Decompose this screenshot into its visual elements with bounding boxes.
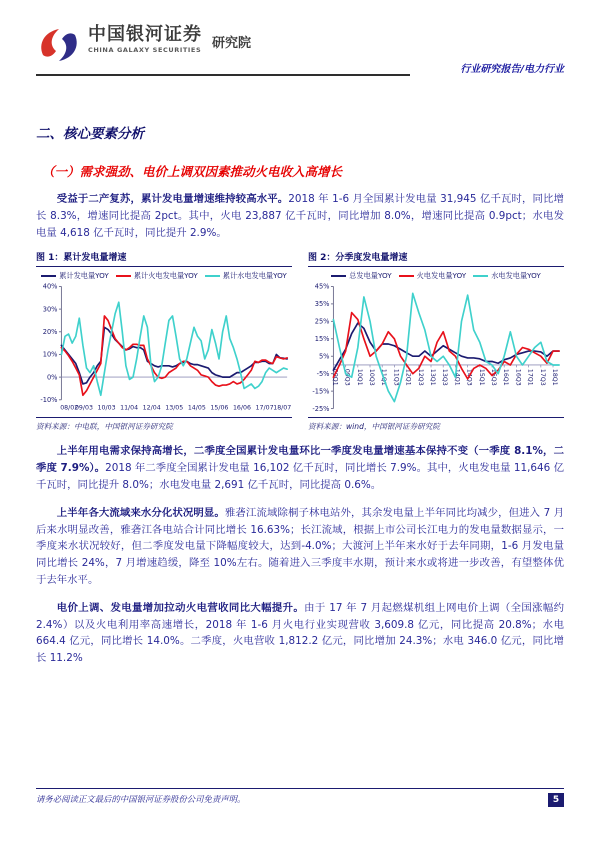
svg-text:5%: 5% xyxy=(318,352,330,361)
paragraph-2 xyxy=(36,443,564,493)
svg-text:12/04: 12/04 xyxy=(142,404,161,412)
svg-text:17Q3: 17Q3 xyxy=(538,369,546,387)
page-footer xyxy=(36,788,564,807)
paragraph-3-rest: 雅砻江流域除桐子林电站外，其余发电量上半年同比均减少，但进入 7 月后来水明显改善，雅砻江各电站合计同比增长 16.63%；长江流域，根据上市公司长江电力的发电量数据显示，一季度来水状况较好，但二季度发电量下降幅度较大，达到-4.0%；大渡河上半年来水好于去年同期，1-6 月发电量同比增长 24%，7 月增速趋缓，降至 10%左右。随着进入三季度丰水期，预计来水或将进一步改善，有望整体优于去年水平。 xyxy=(36,506,564,586)
svg-text:14Q3: 14Q3 xyxy=(465,369,473,387)
svg-text:14Q1: 14Q1 xyxy=(453,369,461,387)
report-type-label: 行业研究报告/电力行业 xyxy=(460,64,564,75)
paragraph-2-rest: 2018 年二季度全国累计发电量 16,102 亿千瓦时，同比增长 7.9%。其中，火电发电量 11,646 亿千瓦时，同比提升 8.0%；水电发电量 2,691 亿千瓦时，同比提高 0.6%。 xyxy=(36,462,564,491)
brand-text xyxy=(88,24,202,54)
svg-text:10/03: 10/03 xyxy=(97,404,116,412)
legend-label: 水电发电量YOY xyxy=(491,271,541,281)
svg-text:09Q3: 09Q3 xyxy=(343,369,351,387)
svg-text:-25%: -25% xyxy=(312,405,330,414)
svg-text:18/07: 18/07 xyxy=(273,404,292,412)
svg-text:16Q3: 16Q3 xyxy=(514,369,522,387)
legend-label: 总发电量YOY xyxy=(349,271,392,281)
brand-name-en: CHINA GALAXY SECURITIES xyxy=(88,46,202,54)
svg-text:0%: 0% xyxy=(46,373,58,382)
legend-item xyxy=(116,271,198,281)
svg-text:30%: 30% xyxy=(42,305,58,314)
figure-1-chart xyxy=(36,281,292,415)
svg-text:25%: 25% xyxy=(314,317,330,326)
figure-1-legend xyxy=(36,271,292,281)
svg-text:18Q1: 18Q1 xyxy=(551,369,559,387)
figure-2-chart xyxy=(308,281,564,415)
figure-2-title: 图 2：分季度发电量增速 xyxy=(308,250,564,267)
figure-2-source: 资料来源：wind，中国银河证券研究院 xyxy=(308,417,564,432)
svg-text:17Q1: 17Q1 xyxy=(526,369,534,387)
svg-text:20%: 20% xyxy=(42,328,58,337)
svg-text:15/06: 15/06 xyxy=(210,404,229,412)
svg-text:08/02: 08/02 xyxy=(60,404,79,412)
svg-text:15%: 15% xyxy=(314,335,330,344)
svg-text:35%: 35% xyxy=(314,300,330,309)
paragraph-1 xyxy=(36,191,564,241)
figure-1-source: 资料来源：中电联，中国银河证券研究院 xyxy=(36,417,292,432)
svg-text:13Q3: 13Q3 xyxy=(441,369,449,387)
legend-item xyxy=(399,271,467,281)
legend-item xyxy=(205,271,287,281)
legend-line-swatch-icon xyxy=(473,275,488,277)
legend-label: 累计水电发电量YOY xyxy=(222,271,287,281)
figure-2 xyxy=(308,250,564,432)
svg-text:11Q1: 11Q1 xyxy=(380,369,388,387)
paragraph-1-lead: 受益于二产复苏，累计发电量增速维持较高水平。 xyxy=(56,193,289,205)
svg-text:11/04: 11/04 xyxy=(120,404,139,412)
legend-label: 累计火电发电量YOY xyxy=(133,271,198,281)
legend-item xyxy=(41,271,109,281)
paragraph-3-lead: 上半年各大流域来水分化状况明显。 xyxy=(56,506,225,519)
page-header xyxy=(36,0,564,84)
brand-name-cn: 中国银河证券 xyxy=(88,24,202,45)
legend-label: 火电发电量YOY xyxy=(416,271,467,281)
legend-item xyxy=(473,271,541,281)
svg-text:-10%: -10% xyxy=(40,396,58,405)
paragraph-1-rest: 2018 年 1-6 月全国累计发电量 31,945 亿千瓦时，同比增长 8.3%，增速同比提高 2pct。其中，火电 23,887 亿千瓦时，同比增加 8.0%，增速同比提高 0.9pct；水电发电量 4,618 亿千瓦时，同比提升 2.9%。 xyxy=(36,193,564,239)
figure-2-legend xyxy=(308,271,564,281)
paragraph-4 xyxy=(36,600,564,667)
svg-text:-5%: -5% xyxy=(316,370,330,379)
svg-text:45%: 45% xyxy=(314,283,330,292)
svg-text:11Q3: 11Q3 xyxy=(392,369,400,387)
paragraph-4-rest: 由于 17 年 7 月起燃煤机组上网电价上调（全国涨幅约 2.4%）以及火电利用率高速增长，2018 年 1-6 月火电行业实现营收 3,609.8 亿元，同比提高 20.8%；水电 664.4 亿元，同比增长 14.0%。二季度，火电营收 1,812.2 亿元，同比增加 24.3%；水电 346.0 亿元，同比增长 11.2% xyxy=(36,601,565,665)
legend-line-swatch-icon xyxy=(331,275,346,277)
paragraph-3 xyxy=(36,505,564,589)
svg-text:13/05: 13/05 xyxy=(165,404,184,412)
svg-text:14/05: 14/05 xyxy=(187,404,206,412)
subsection-title: （一）需求强劲、电价上调双因素推动火电收入高增长 xyxy=(42,164,343,179)
legend-line-swatch-icon xyxy=(205,275,220,277)
institute-label: 研究院 xyxy=(212,36,252,51)
svg-text:16/06: 16/06 xyxy=(232,404,251,412)
figure-1 xyxy=(36,250,292,432)
svg-text:17/07: 17/07 xyxy=(255,404,274,412)
galaxy-logo-icon xyxy=(36,24,82,66)
disclaimer-text: 请务必阅读正文最后的中国银河证券股份公司免责声明。 xyxy=(36,794,246,804)
svg-text:12Q3: 12Q3 xyxy=(416,369,424,387)
svg-text:15Q3: 15Q3 xyxy=(490,369,498,387)
svg-text:15Q1: 15Q1 xyxy=(477,369,485,387)
svg-text:-15%: -15% xyxy=(312,387,330,396)
page-number-badge: 5 xyxy=(548,793,564,807)
header-rule xyxy=(36,74,410,76)
legend-line-swatch-icon xyxy=(116,275,131,277)
svg-text:16Q1: 16Q1 xyxy=(502,369,510,387)
figure-1-title: 图 1：累计发电量增速 xyxy=(36,250,292,267)
svg-text:40%: 40% xyxy=(42,283,58,292)
svg-text:12Q1: 12Q1 xyxy=(404,369,412,387)
figures-row xyxy=(36,250,564,432)
legend-label: 累计发电量YOY xyxy=(59,271,109,281)
svg-text:10Q3: 10Q3 xyxy=(368,369,376,387)
svg-text:10%: 10% xyxy=(42,351,58,360)
svg-text:09/03: 09/03 xyxy=(74,404,93,412)
paragraph-2-lead: 上半年用电需求保持高增长，二季度全国累计发电量环比一季度发电量增速基本保持不变（一季度 8.1%，二季度 7.9%）。 xyxy=(36,445,564,475)
paragraph-4-lead: 电价上调、发电量增加拉动火电营收同比大幅提升。 xyxy=(56,601,305,614)
section-title: 二、核心要素分析 xyxy=(36,126,144,142)
legend-line-swatch-icon xyxy=(399,275,414,277)
svg-text:10Q1: 10Q1 xyxy=(355,369,363,387)
svg-text:09Q1: 09Q1 xyxy=(331,369,339,387)
legend-line-swatch-icon xyxy=(41,275,56,277)
legend-item xyxy=(331,271,391,281)
svg-text:13Q1: 13Q1 xyxy=(429,369,437,387)
